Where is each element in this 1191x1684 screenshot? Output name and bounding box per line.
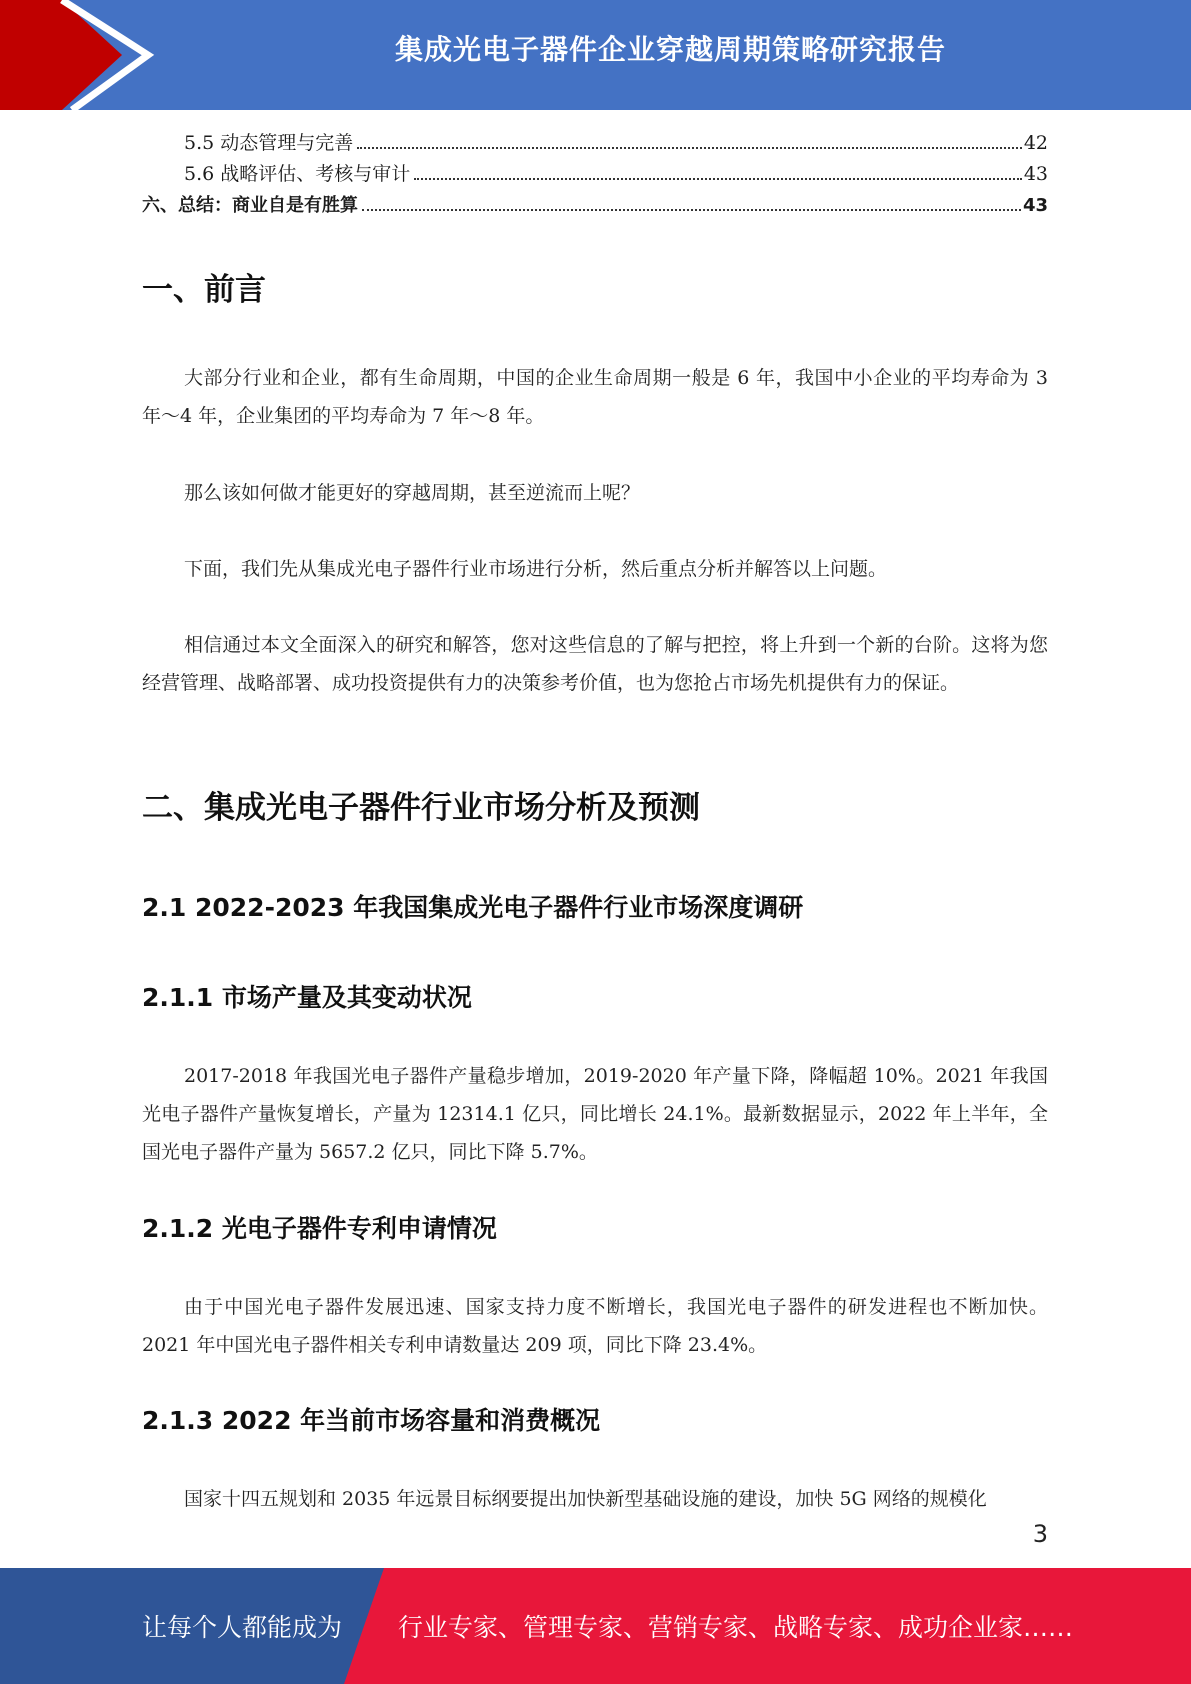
toc-entry[interactable] <box>142 128 1048 159</box>
body-paragraph: 国家十四五规划和 2035 年远景目标纲要提出加快新型基础设施的建设，加快 5G 网络的规模化 <box>184 1488 987 1510</box>
footer-slogan-left: 让每个人都能成为 <box>142 1613 343 1642</box>
subsection-heading: 2.1.2 光电子器件专利申请情况 <box>142 1214 497 1243</box>
body-paragraph: 由于中国光电子器件发展迅速、国家支持力度不断增长，我国光电子器件的研发进程也不断加快。2021 年中国光电子器件相关专利申请数量达 209 项，同比下降 23.4%。 <box>142 1296 1048 1356</box>
subsection-heading: 2.1 2022-2023 年我国集成光电子器件行业市场深度调研 <box>142 893 804 922</box>
intro-paragraph: 相信通过本文全面深入的研究和解答，您对这些信息的了解与把控，将上升到一个新的台阶。这将为您经营管理、战略部署、成功投资提供有力的决策参考价值，也为您抢占市场先机提供有力的保证。 <box>142 634 1048 694</box>
page-number: 3 <box>1032 1520 1048 1548</box>
toc-entry[interactable] <box>142 159 1048 190</box>
toc-entry-page: 42 <box>1023 132 1048 154</box>
toc-entry-page: 43 <box>1022 195 1048 216</box>
toc-leader-dots <box>362 209 1021 211</box>
subsection-heading: 2.1.1 市场产量及其变动状况 <box>142 983 472 1012</box>
toc-leader-dots <box>357 147 1022 149</box>
toc-entry-label: 六、总结：商业自是有胜算 <box>142 195 358 216</box>
toc-leader-dots <box>414 178 1022 180</box>
page-footer <box>0 1568 1191 1684</box>
page-header <box>0 0 1191 110</box>
toc-entry[interactable] <box>142 190 1048 221</box>
intro-paragraph: 那么该如何做才能更好的穿越周期，甚至逆流而上呢？ <box>184 482 641 504</box>
body-paragraph: 2017-2018 年我国光电子器件产量稳步增加，2019-2020 年产量下降，降幅超 10%。2021 年我国光电子器件产量恢复增长，产量为 12314.1 亿只，同比增长 24.1%。最新数据显示，2022 年上半年，全国光电子器件产量为 5657.2 亿只，同比下降 5.7%。 <box>142 1065 1048 1163</box>
intro-paragraph: 下面，我们先从集成光电子器件行业市场进行分析，然后重点分析并解答以上问题。 <box>184 558 888 580</box>
footer-slogan-right: 行业专家、管理专家、营销专家、战略专家、成功企业家…… <box>398 1613 1074 1642</box>
section-heading-intro: 一、前言 <box>142 272 266 308</box>
section-heading-market: 二、集成光电子器件行业市场分析及预测 <box>142 790 700 826</box>
table-of-contents <box>142 128 1048 221</box>
toc-entry-page: 43 <box>1023 163 1048 185</box>
toc-entry-label: 5.6 战略评估、考核与审计 <box>184 163 411 185</box>
report-title: 集成光电子器件企业穿越周期策略研究报告 <box>394 33 946 66</box>
toc-entry-label: 5.5 动态管理与完善 <box>184 132 354 154</box>
subsection-heading: 2.1.3 2022 年当前市场容量和消费概况 <box>142 1406 601 1435</box>
intro-paragraph: 大部分行业和企业，都有生命周期，中国的企业生命周期一般是 6 年，我国中小企业的平均寿命为 3 年～4 年，企业集团的平均寿命为 7 年～8 年。 <box>142 367 1048 427</box>
